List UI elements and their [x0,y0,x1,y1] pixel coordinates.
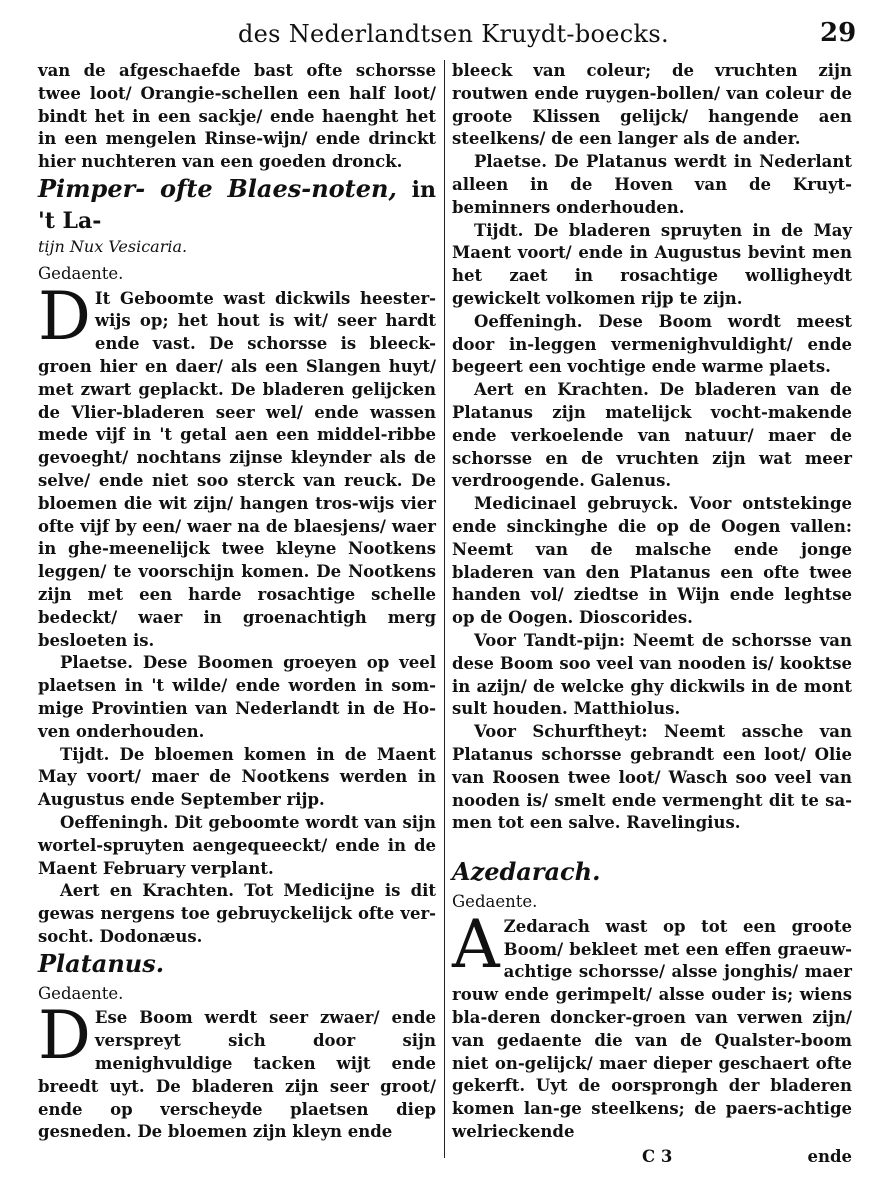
azedarach-gedaente [452,905,852,1144]
azedarach-dropcap: A [452,905,500,983]
platanus-aert: Aert en Krachten. De bladeren van de Platanus zijn matelijck vocht-makende ende verkoelende van natuur/ maer de schorsse en de vruchten zijn wat meer verdroogende. Galenus. [452,380,852,491]
platanus-dropcap: D [38,997,91,1075]
pimper-oeffeningh: Oeffeningh. Dit geboomte wordt van sijn wortel-spruyten aengequeeckt/ ende in de Maent February verplant. [38,812,436,878]
pimper-heading-rest: in 't La- [38,176,436,234]
platanus-schurftheyt: Voor Schurftheyt: Neemt assche van Platanus schorsse gebrandt een loot/ Olie van Roosen twee loot/ Wasch soo veel van nooden is/ smelt ende vermenght dit te sa-men tot een salve. Ravelingius. [452,722,852,833]
running-title: des Nederlandtsen Kruydt-boecks. [238,20,669,48]
pimper-aert: Aert en Krachten. Tot Medicijne is dit gewas nergens toe gebruyckelijck ofte ver-socht. Dodonæus. [38,881,436,946]
azedarach-subheading: Gedaente. [452,892,538,912]
platanus-tijdt: Tijdt. De bladeren spruyten in de May Maent voort/ ende in Augustus bevint men het zaet in rosachtige wolligheydt gewickelt volkomen rijp te zijn. [452,220,852,308]
right-column [452,60,852,1169]
pimper-tijdt: Tijdt. De bloemen komen in de Maent May voort/ maer de Nootkens werden in Augustus ende September rijp. [38,744,436,810]
page-header [0,14,895,54]
pimper-gedaente-text: It Geboomte wast dickwils heester-wijs op; het hout is wit/ seer hardt ende vast. De schorsse is bleeck-groen hier en daer/ als een Slangen huyt/ met zwart geplackt. De bladeren gelijcken de Vlier-bladeren seer wel/ ende wassen mede vijf in 't getal aen een middel-ribbe gevoeght/ nochtans zijnse kleynder als de selve/ ende niet soo sterck van reuck. De bloemen die wit zijn/ hangen tros-wijs vier ofte vijf by een/ waer na de blaesjens/ waer in ghe-meenelijck twee kleyne Nootkens leggen/ te voorschijn komen. De Nootkens zijn met een harde rosachtige schelle bedeckt/ waer in groenachtigh merg besloeten is. [38,288,436,650]
pimper-heading-main: Pimper- ofte Blaes-noten, [38,173,397,203]
platanus-medicinael: Medicinael gebruyck. Voor ontstekinge ende sinckinghe die op de Oogen vallen: Neemt van de malsche ende jonge bladeren van den Platanus een ofte twee handen vol/ ziedtse in Wijn ende leghtse op de Oogen. Dioscorides. [452,494,852,628]
pimper-plaetse: Plaetse. Dese Boomen groeyen op veel plaetsen in 't wilde/ ende worden in som-mige Provintien van Nederlandt in de Ho-ven onderhouden. [38,653,436,741]
page-footer [452,1146,852,1169]
page-number: 29 [820,18,857,48]
platanus-oeffeningh: Oeffeningh. Dese Boom wordt meest door in-leggen vermenighvuldight/ ende begeert een vochtige ende warme plaets. [452,311,852,377]
pimper-gedaente [38,277,436,653]
pimper-heading-cont: tijn Nux Vesicaria. [38,236,188,256]
azedarach-gedaente-text: Zedarach wast op tot een groote Boom/ bekleet met een effen graeuw-achtige schorsse/ alsse jonghis/ maer rouw ende gerimpelt/ alsse ouder is; wiens bla-deren doncker-groen van verwen zijn/ van gedaente die van de Qualster-boom niet on-gelijck/ maer dieper geschaert ofte gekerft. Uyt de oorsprongh der bladeren komen lan-ge steelkens; de paers-achtige welrieckende [452,916,852,1142]
intro-paragraph: van de afgeschaefde bast ofte schorsse twee loot/ Orangie-schellen een half loot/ bindt het in een sackje/ ende haenght het in een mengelen Rinse-wijn/ ende drinckt hier nuchteren van een goeden dronck. [38,61,436,172]
pimper-subheading: Gedaente. [38,263,124,283]
platanus-tandtpijn: Voor Tandt-pijn: Neemt de schorsse van dese Boom soo veel van nooden is/ kooktse in azijn/ de welcke ghy dickwils in de mont sult houden. Matthiolus. [452,630,852,719]
azedarach-heading: Azedarach. [452,857,601,887]
pimper-dropcap: D [38,277,91,355]
catchword: ende [807,1146,852,1166]
platanus-continued: bleeck van coleur; de vruchten zijn routwen ende ruygen-bollen/ van coleur de groote Klissen gelijck/ hangende aen steelkens/ de een langer als de ander. [452,61,852,149]
pimper-heading [38,174,436,236]
platanus-plaetse: Plaetse. De Platanus werdt in Nederlant alleen in de Hoven van de Kruyt-beminners onderhouden. [452,152,852,217]
signature-mark: C 3 [642,1146,673,1166]
platanus-gedaente [38,997,436,1144]
left-column [38,60,436,1144]
platanus-subheading: Gedaente. [38,983,124,1003]
platanus-heading: Platanus. [38,948,165,978]
platanus-gedaente-text: Ese Boom werdt seer zwaer/ ende verspreyt sich door sijn menighvuldige tacken wijt ende breedt uyt. De bladeren zijn seer groot/ ende op verscheyde plaetsen diep gesneden. De bloemen zijn kleyn ende [38,1008,436,1142]
column-divider [444,60,445,1158]
